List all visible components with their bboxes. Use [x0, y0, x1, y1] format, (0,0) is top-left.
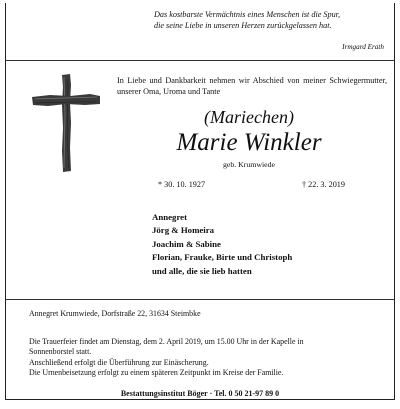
mourner-line: Jörg & Homeira	[152, 225, 215, 236]
deceased-nickname: (Mariechen)	[204, 107, 294, 127]
funeral-notes	[29, 337, 381, 379]
death-date: † 22. 3. 2019	[302, 180, 345, 189]
note-line: Die Urnenbeisetzung erfolgt zu einem späteren Zeitpunkt im Kreise der Familie.	[29, 368, 284, 378]
note-line: Sonnenborstel statt.	[29, 347, 92, 357]
mourner-line: und alle, die sie lieb hatten	[152, 265, 252, 276]
intro-text: In Liebe und Dankbarkeit nehmen wir Abschied von meiner Schwiegermutter, unserer Oma, Uroma und Tante	[117, 76, 387, 96]
mourners-list	[152, 211, 292, 278]
mourner-line: Joachim & Sabine	[152, 238, 221, 249]
contact-address: Annegret Krumwiede, Dorfstraße 22, 31634 Steimbke	[29, 309, 201, 318]
cross-icon	[30, 73, 102, 173]
deceased-name: Marie Winkler	[176, 129, 322, 156]
birth-name: geb. Krumwiede	[223, 160, 275, 169]
mourner-line: Florian, Frauke, Birte und Christoph	[152, 252, 293, 263]
obituary-page	[5, 3, 395, 400]
note-line: Anschließend erfolgt die Überführung zur Einäscherung.	[29, 357, 209, 367]
footer	[6, 388, 394, 406]
quote-line-2: die seine Liebe in unseren Herzen zurückgelassen hat.	[154, 21, 332, 30]
funeral-home-footer: Bestattungsinstitut Böger · Tel. 0 50 21-97 89 0	[117, 389, 283, 398]
mourner-line: Annegret	[152, 212, 188, 222]
quote-line-1: Das kostbarste Vermächtnis eines Menschen ist die Spur,	[154, 10, 341, 19]
quote-author: Irmgard Erath	[342, 43, 384, 51]
middle-divider	[6, 299, 394, 300]
memorial-quote	[154, 9, 386, 31]
note-line: Die Trauerfeier findet am Dienstag, dem 2. April 2019, um 15.00 Uhr in der Kapelle in	[29, 337, 304, 346]
top-divider	[6, 60, 394, 61]
birth-date: * 30. 10. 1927	[158, 180, 206, 189]
